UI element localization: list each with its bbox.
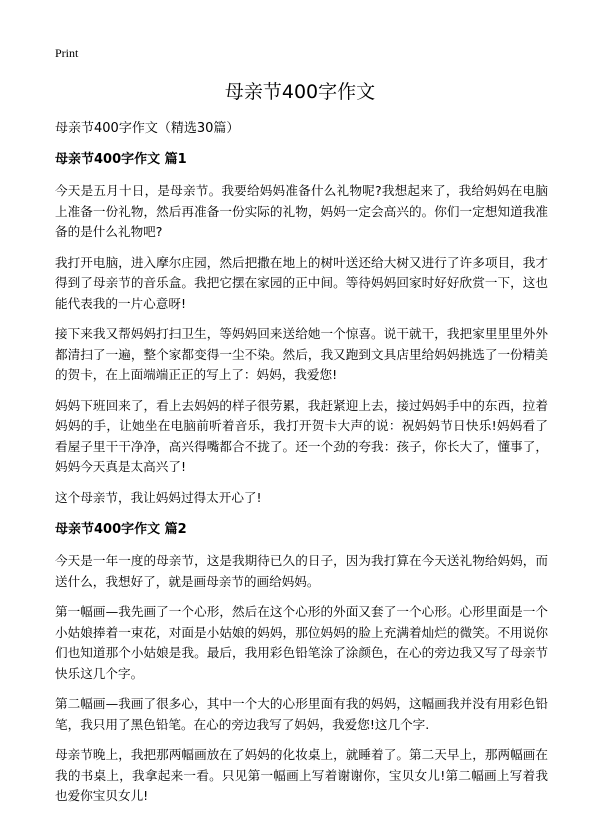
document-body [55, 151, 548, 820]
paragraph: 这个母亲节，我让妈妈过得太开心了! [55, 489, 262, 505]
document-subtitle: 母亲节400字作文（精选30篇） [55, 121, 240, 136]
paragraph: 我打开电脑，进入摩尔庄园，然后把撒在地上的树叶送还给大树又进行了许多项目，我才得到了母亲节的音乐盒。我把它摆在家园的正中间。等待妈妈回家时好好欣赏一下，这也能代表我的一片心意呀! [55, 254, 548, 311]
paragraph: 今天是一年一度的母亲节，这是我期待已久的日子，因为我打算在今天送礼物给妈妈，而送什么，我想好了，就是画母亲节的画给妈妈。 [55, 553, 548, 589]
section-heading: 母亲节400字作文 篇1 [55, 152, 187, 167]
page-title: 母亲节400字作文 [224, 81, 376, 103]
paragraph: 第二幅画—我画了很多心，其中一个大的心形里面有我的妈妈，这幅画我并没有用彩色铅笔，我只用了黑色铅笔。在心的旁边我写了妈妈，我爱您!这几个字. [55, 696, 548, 732]
print-link[interactable]: Print [55, 46, 79, 60]
paragraph: 今天是五月十日，是母亲节。我要给妈妈准备什么礼物呢?我想起来了，我给妈妈在电脑上准备一份礼物，然后再准备一份实际的礼物，妈妈一定会高兴的。你们一定想知道我准备的是什么礼物吧? [55, 183, 548, 239]
paragraph: 第一幅画—我先画了一个心形，然后在这个心形的外面又套了一个心形。心形里面是一个小姑娘捧着一束花，对面是小姑娘的妈妈，那位妈妈的脸上充满着灿烂的微笑。不用说你们也知道那个小姑娘是我。最后，我用彩色铅笔涂了涂颜色，在心的旁边我又写了母亲节快乐这几个字。 [55, 604, 548, 681]
paragraph: 妈妈下班回来了，看上去妈妈的样子很劳累，我赶紧迎上去，接过妈妈手中的东西，拉着妈妈的手，让她坐在电脑前听着音乐，我打开贺卡大声的说：祝妈妈节日快乐!妈妈看了看屋子里干干净净，高兴得嘴都合不拢了。还一个劲的夸我：孩子，你长大了，懂事了，妈妈今天真是太高兴了! [55, 397, 548, 474]
essay-section-2 [55, 521, 548, 807]
paragraph: 接下来我又帮妈妈打扫卫生，等妈妈回来送给她一个惊喜。说干就干，我把家里里里外外都清扫了一遍，整个家都变得一尘不染。然后，我又跑到文具店里给妈妈挑选了一份精美的贺卡，在上面端端正正的写上了：妈妈，我爱您! [55, 326, 548, 382]
essay-section-1 [55, 151, 548, 508]
section-heading: 母亲节400字作文 篇2 [55, 522, 187, 537]
paragraph: 母亲节晚上，我把那两幅画放在了妈妈的化妆桌上，就睡着了。第二天早上，那两幅画在我的书桌上，我拿起来一看。只见第一幅画上写着谢谢你，宝贝女儿!第二幅画上写着我也爱你宝贝女儿! [55, 747, 548, 803]
